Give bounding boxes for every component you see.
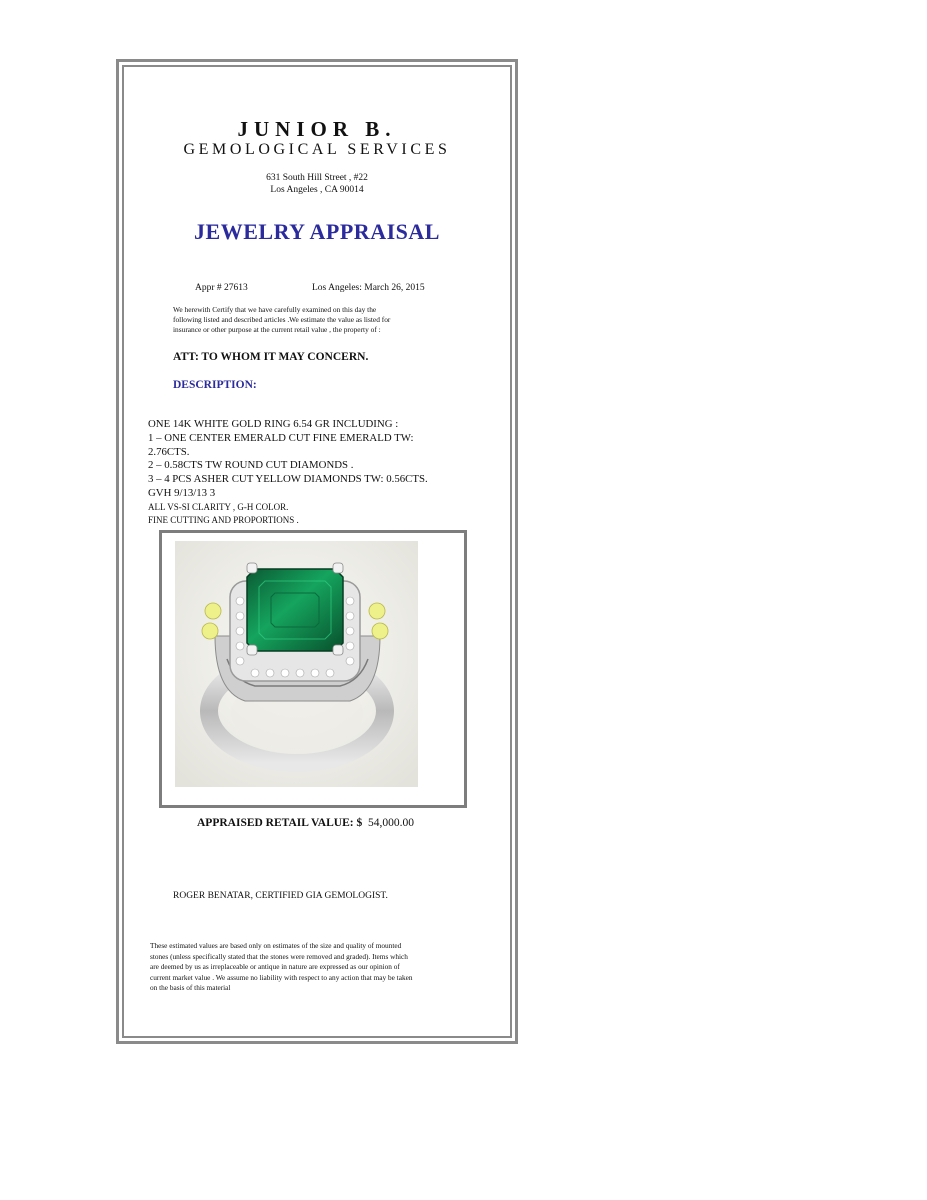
disclaimer-line: on the basis of this material	[150, 983, 231, 993]
disclaimer-line: stones (unless specifically stated that the stones were removed and graded). Items which	[150, 951, 408, 961]
description-line: ALL VS-SI CLARITY , G-H COLOR.	[148, 501, 289, 512]
gemologist-signature-line: ROGER BENATAR, CERTIFIED GIA GEMOLOGIST.	[173, 891, 388, 901]
address-line-2: Los Angeles , CA 90014	[270, 185, 364, 195]
description-line: FINE CUTTING AND PROPORTIONS .	[148, 514, 299, 525]
appraised-value	[197, 817, 414, 829]
description-line: 1 – ONE CENTER EMERALD CUT FINE EMERALD TW:	[148, 431, 414, 444]
company-name: JUNIOR B.	[237, 117, 397, 141]
disclaimer-line: current market value . We assume no liability with respect to any action that may be taken	[150, 972, 413, 982]
attention-line: ATT: TO WHOM IT MAY CONCERN.	[173, 351, 369, 363]
document-title: JEWELRY APPRAISAL	[194, 219, 440, 244]
disclaimer-line: These estimated values are based only on estimates of the size and quality of mounted	[150, 941, 402, 950]
certify-line: following listed and described articles .We estimate the value as listed for	[173, 315, 391, 324]
emerald-ring-photo	[175, 541, 418, 787]
description-line: 2 – 0.58CTS TW ROUND CUT DIAMONDS .	[148, 459, 354, 472]
appraisal-number: Appr # 27613	[195, 283, 248, 293]
disclaimer-text	[150, 941, 480, 994]
certify-line: We herewith Certify that we have carefully examined on this day the	[173, 305, 377, 314]
description-line: 3 – 4 PCS ASHER CUT YELLOW DIAMONDS TW: 0.56CTS.	[148, 473, 428, 486]
certify-line: insurance or other purpose at the current retail value , the property of :	[173, 325, 381, 334]
item-description	[148, 418, 488, 527]
description-line: GVH 9/13/13 3	[148, 486, 216, 499]
description-line: 2.76CTS.	[148, 445, 190, 458]
disclaimer-line: are deemed by us as irreplaceable or antique in nature are expressed as our opinion of	[150, 962, 400, 972]
appraised-value-amount: 54,000.00	[367, 817, 414, 829]
description-line: ONE 14K WHITE GOLD RING 6.54 GR INCLUDING :	[148, 418, 399, 430]
appraised-value-label: APPRAISED RETAIL VALUE: $	[197, 817, 363, 829]
description-label: DESCRIPTION:	[173, 379, 257, 391]
company-subtitle: GEMOLOGICAL SERVICES	[183, 141, 451, 158]
certification-text	[173, 305, 473, 335]
address-line-1: 631 South Hill Street , #22	[266, 173, 368, 183]
appraisal-place-date: Los Angeles: March 26, 2015	[312, 283, 425, 293]
